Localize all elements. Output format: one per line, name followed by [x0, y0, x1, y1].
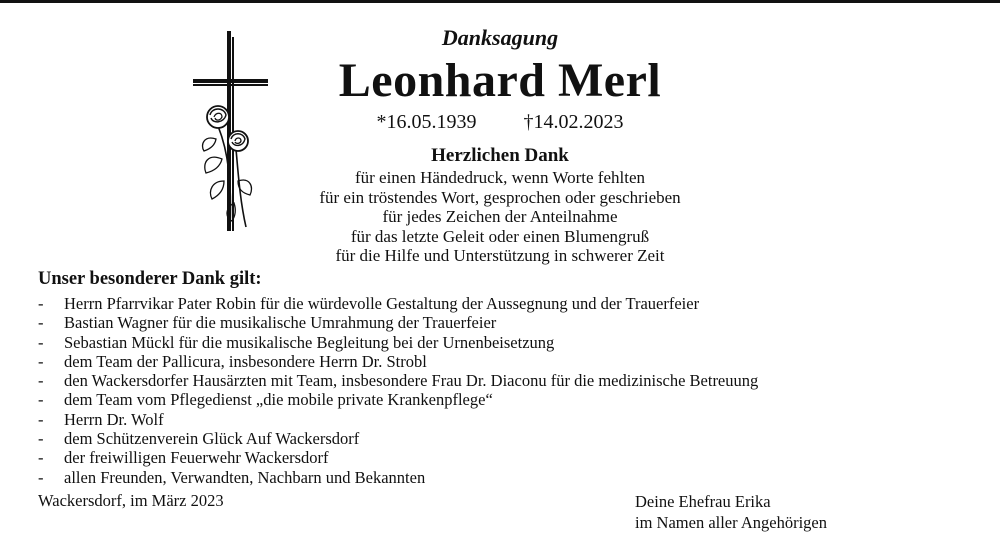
place-and-date: Wackersdorf, im März 2023 — [38, 491, 224, 510]
verse-line: für das letzte Geleit oder einen Blumengruß — [350, 226, 650, 246]
list-item: - dem Team der Pallicura, insbesondere Herrn Dr. Strobl — [38, 352, 758, 371]
signature-block — [635, 491, 827, 533]
thanks-title: Herzlichen Dank — [431, 145, 569, 166]
verse-line: für ein tröstendes Wort, gesprochen oder geschrieben — [319, 187, 681, 207]
list-item: - dem Schützenverein Glück Auf Wackersdorf — [38, 429, 758, 448]
death-date: †14.02.2023 — [523, 111, 624, 133]
list-item: - Bastian Wagner für die musikalische Umrahmung der Trauerfeier — [38, 313, 758, 332]
verse-line: für jedes Zeichen der Anteilnahme — [382, 207, 618, 226]
signature-line: Deine Ehefrau Erika — [635, 492, 771, 511]
list-item: - Herrn Pfarrvikar Pater Robin für die würdevolle Gestaltung der Aussegnung und der Trauerfeier — [38, 294, 758, 313]
list-item: - dem Team vom Pflegedienst „die mobile private Krankenpflege“ — [38, 390, 758, 409]
special-thanks-title: Unser besonderer Dank gilt: — [38, 269, 262, 289]
list-item: - Sebastian Mückl für die musikalische Begleitung bei der Urnenbeisetzung — [38, 333, 758, 352]
thanks-verses — [0, 168, 1000, 266]
verse-line: für einen Händedruck, wenn Worte fehlten — [354, 168, 646, 187]
special-thanks-list — [38, 294, 758, 487]
deceased-name: Leonhard Merl — [338, 54, 662, 107]
list-item: - den Wackersdorfer Hausärzten mit Team, insbesondere Frau Dr. Diaconu für die medizinische Betreuung — [38, 371, 758, 390]
birth-date: *16.05.1939 — [376, 111, 477, 133]
list-item: - Herrn Dr. Wolf — [38, 410, 758, 429]
list-item: - allen Freunden, Verwandten, Nachbarn und Bekannten — [38, 468, 758, 487]
verse-line: für die Hilfe und Unterstützung in schwerer Zeit — [335, 246, 665, 265]
life-dates — [0, 111, 1000, 134]
signature-line: im Namen aller Angehörigen — [635, 513, 827, 532]
notice-kicker: Danksagung — [441, 25, 559, 50]
list-item: - der freiwilligen Feuerwehr Wackersdorf — [38, 448, 758, 467]
